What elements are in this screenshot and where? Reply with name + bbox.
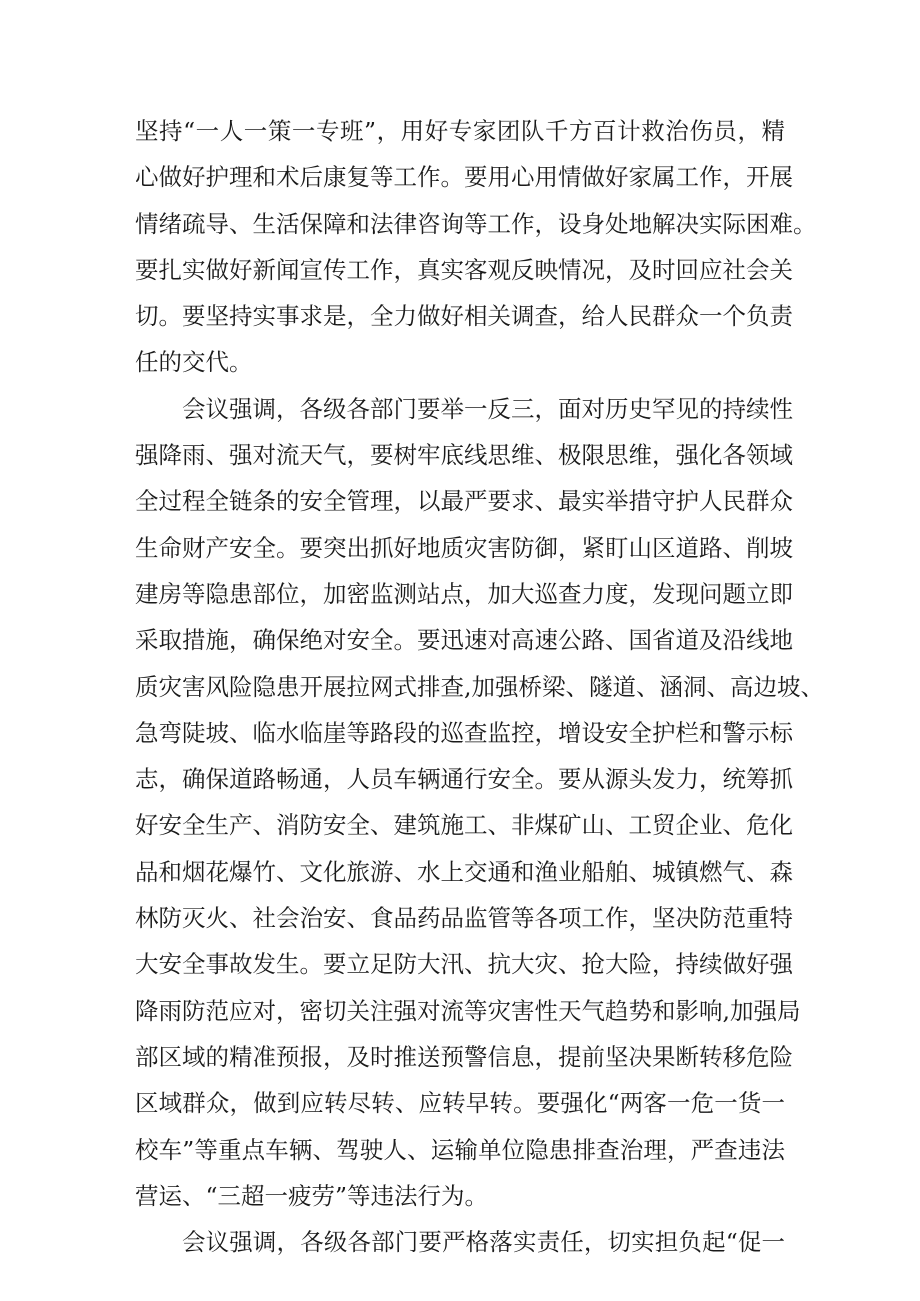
text-line: 部区域的精准预报，及时推送预警信息，提前坚决果断转移危险 xyxy=(135,1042,793,1071)
text-line: 品和烟花爆竹、文化旅游、水上交通和渔业船舶、城镇燃气、森 xyxy=(135,857,793,886)
text-line: 要扎实做好新闻宣传工作，真实客观反映情况，及时回应社会关 xyxy=(135,255,793,284)
text-line: 校车”等重点车辆、驾驶人、运输单位隐患排查治理，严查违法 xyxy=(135,1135,785,1164)
text-line: 强降雨、强对流天气，要树牢底线思维、极限思维，强化各领域 xyxy=(135,441,793,470)
text-line: 急弯陡坡、临水临崖等路段的巡查监控，增设安全护栏和警示标 xyxy=(135,718,793,747)
text-line: 生命财产安全。要突出抓好地质灾害防御，紧盯山区道路、削坡 xyxy=(135,533,793,562)
text-line: 情绪疏导、生活保障和法律咨询等工作，设身处地解决实际困难。 xyxy=(135,209,817,238)
text-line: 好安全生产、消防安全、建筑施工、非煤矿山、工贸企业、危化 xyxy=(135,811,793,840)
text-line: 会议强调，各级各部门要严格落实责任，切实担负起“促一 xyxy=(182,1228,785,1257)
document-body xyxy=(135,108,824,1265)
text-line: 志，确保道路畅通，人员车辆通行安全。要从源头发力，统筹抓 xyxy=(135,765,793,794)
text-line: 会议强调，各级各部门要举一反三，面对历史罕见的持续性 xyxy=(182,394,793,423)
text-line: 全过程全链条的安全管理，以最严要求、最实举措守护人民群众 xyxy=(135,487,793,516)
text-line: 林防灭火、社会治安、食品药品监管等各项工作，坚决防范重特 xyxy=(135,904,793,933)
text-line: 建房等隐患部位，加密监测站点，加大巡查力度，发现问题立即 xyxy=(135,579,793,608)
text-line: 采取措施，确保绝对安全。要迅速对高速公路、国省道及沿线地 xyxy=(135,626,793,655)
text-line: 大安全事故发生。要立足防大汛、抗大灾、抢大险，持续做好强 xyxy=(135,950,793,979)
text-line: 心做好护理和术后康复等工作。要用心用情做好家属工作，开展 xyxy=(135,163,793,192)
text-line: 质灾害风险隐患开展拉网式排查,加强桥梁、隧道、涵洞、高边坡、 xyxy=(135,672,824,701)
text-line: 任的交代。 xyxy=(135,348,253,377)
text-line: 降雨防范应对，密切关注强对流等灾害性天气趋势和影响,加强局 xyxy=(135,996,801,1025)
text-line: 坚持“一人一策一专班”，用好专家团队千方百计救治伤员，精 xyxy=(135,117,785,145)
text-line: 营运、“三超一疲劳”等违法行为。 xyxy=(135,1181,489,1210)
text-line: 切。要坚持实事求是，全力做好相关调查，给人民群众一个负责 xyxy=(135,302,793,331)
text-line: 区域群众，做到应转尽转、应转早转。要强化“两客一危一货一 xyxy=(135,1089,785,1118)
